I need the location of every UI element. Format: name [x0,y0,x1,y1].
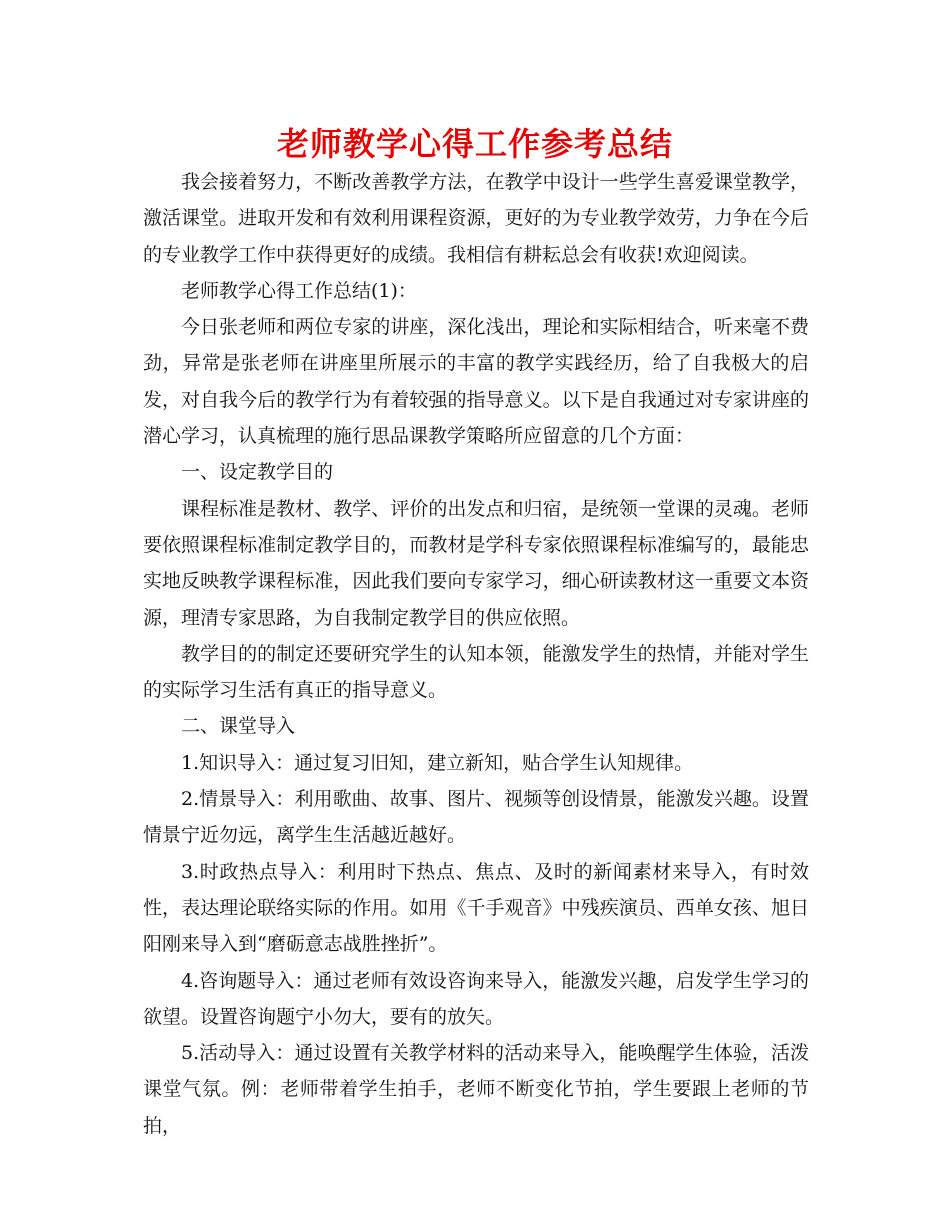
list-item-knowledge-intro: 1.知识导入：通过复习旧知，建立新知，贴合学生认知规律。 [181,751,694,774]
list-item-current-events-intro: 3.时政热点导入：利用时下热点、焦点、及时的新闻素材来导入，有时效性，表达理论联络实际的作用。如用《千手观音》中残疾演员、西单女孩、旭日阳刚来导入到“磨砺意志战胜挫折”。 [143,860,809,956]
heading-classroom-introduction: 二、课堂导入 [181,715,296,738]
paragraph-student-ability: 教学目的的制定还要研究学生的认知本领，能激发学生的热情，并能对学生的实际学习生活有真正的指导意义。 [143,642,809,702]
list-item-scenario-intro: 2.情景导入：利用歌曲、故事、图片、视频等创设情景，能激发兴趣。设置情景宁近勿远，离学生生活越近越好。 [143,788,809,847]
list-item-activity-intro: 5.活动导入：通过设置有关教学材料的活动来导入，能唤醒学生体验，活泼课堂气氛。例：老师带着学生拍手，老师不断变化节拍，学生要跟上老师的节拍， [143,1042,809,1137]
paragraph-curriculum-standards: 课程标准是教材、教学、评价的出发点和归宿，是统领一堂课的灵魂。老师要依照课程标准制定教学目的，而教材是学科专家依照课程标准编写的，最能忠实地反映教学课程标准，因此我们要向专家学习，细心研读教材这一重要文本资源，理清专家思路，为自我制定教学目的供应依照。 [143,497,809,629]
heading-teaching-goals: 一、设定教学目的 [181,461,334,484]
list-item-question-intro: 4.咨询题导入：通过老师有效设咨询来导入，能激发兴趣，启发学生学习的欲望。设置咨询题宁小勿大，要有的放矢。 [143,969,809,1028]
document-body [143,164,809,1144]
paragraph-lecture-reflection: 今日张老师和两位专家的讲座，深化浅出，理论和实际相结合，听来毫不费劲，异常是张老师在讲座里所展示的丰富的教学实践经历，给了自我极大的启发，对自我今后的教学行为有着较强的指导意义。以下是自我通过对专家讲座的潜心学习，认真梳理的施行思品课教学策略所应留意的几个方面： [143,316,809,448]
paragraph-intro: 我会接着努力，不断改善教学方法，在教学中设计一些学生喜爱课堂教学，激活课堂。进取开发和有效利用课程资源，更好的为专业教学效劳，力争在今后的专业教学工作中获得更好的成绩。我相信有耕耘总会有收获!欢迎阅读。 [143,171,809,266]
document-title: 老师教学心得工作参考总结 [276,125,673,163]
paragraph-section-heading: 老师教学心得工作总结(1)： [181,279,417,302]
